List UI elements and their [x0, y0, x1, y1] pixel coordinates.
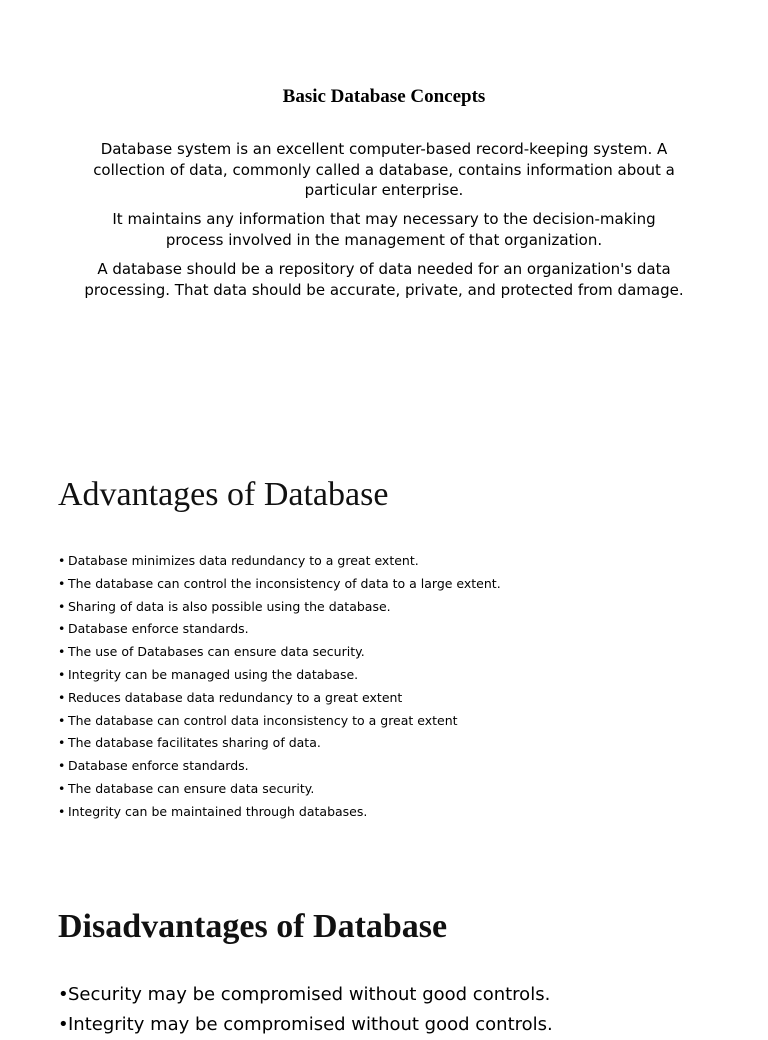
bullet-icon: • — [58, 803, 66, 819]
list-item-text: Sharing of data is also possible using the database. — [68, 598, 391, 614]
slide-advantages — [0, 440, 768, 860]
list-item — [58, 801, 501, 824]
list-item-text: Integrity can be maintained through databases. — [68, 803, 368, 819]
list-item — [58, 596, 501, 619]
list-item-text: Database minimizes data redundancy to a great extent. — [68, 553, 419, 568]
bullet-icon: • — [58, 712, 66, 728]
slide-disadvantages — [0, 880, 768, 1040]
list-item-text: Integrity can be managed using the database. — [68, 666, 359, 682]
advantages-list — [58, 550, 501, 824]
bullet-icon: • — [58, 666, 66, 682]
list-item-text: Integrity may be compromised without good controls. — [68, 1014, 553, 1035]
list-item-text: Security may be compromised without good controls. — [68, 984, 551, 1005]
intro-paragraph: A database should be a repository of data needed for an organization's data processing. That data should be accurate, private, and protected from damage. — [84, 260, 684, 299]
list-item — [58, 573, 501, 596]
disadvantages-title: Disadvantages of Database — [58, 908, 448, 945]
advantages-title: Advantages of Database — [58, 476, 389, 513]
list-item — [58, 618, 501, 641]
list-item-text: The database can ensure data security. — [68, 780, 315, 796]
list-item-text: Reduces database data redundancy to a great extent — [68, 689, 403, 705]
list-item — [58, 687, 501, 710]
slide-title: Basic Database Concepts — [282, 86, 486, 107]
list-item — [58, 755, 501, 778]
list-item-text: The database facilitates sharing of data. — [68, 735, 321, 751]
disadvantages-list — [58, 980, 553, 1040]
list-item — [58, 664, 501, 687]
list-item-text: Database enforce standards. — [68, 621, 249, 637]
list-item-text: The use of Databases can ensure data security. — [68, 644, 365, 660]
list-item-text: The database can control data inconsistency to a great extent — [68, 712, 458, 728]
list-item — [58, 732, 501, 755]
list-item — [58, 710, 501, 733]
bullet-icon: • — [58, 780, 66, 796]
intro-paragraph: It maintains any information that may necessary to the decision-making process involved in the management of that organization. — [112, 210, 656, 249]
list-item — [58, 980, 553, 1010]
bullet-icon: • — [58, 1014, 69, 1035]
list-item — [58, 1010, 553, 1040]
intro-paragraph: Database system is an excellent computer-based record-keeping system. A collection of data, commonly called a database, contains information about a particular enterprise. — [93, 140, 675, 199]
bullet-icon: • — [58, 758, 66, 774]
slide-basic-concepts — [0, 0, 768, 400]
list-item — [58, 550, 501, 573]
bullet-icon: • — [58, 575, 66, 591]
list-item-text: Database enforce standards. — [68, 758, 249, 774]
bullet-icon: • — [58, 598, 66, 614]
bullet-icon: • — [58, 621, 66, 637]
bullet-icon: • — [58, 644, 66, 660]
bullet-icon: • — [58, 735, 66, 751]
list-item — [58, 641, 501, 664]
list-item — [58, 778, 501, 801]
bullet-icon: • — [58, 553, 66, 568]
bullet-icon: • — [58, 984, 69, 1005]
bullet-icon: • — [58, 689, 66, 705]
list-item-text: The database can control the inconsistency of data to a large extent. — [68, 575, 501, 591]
